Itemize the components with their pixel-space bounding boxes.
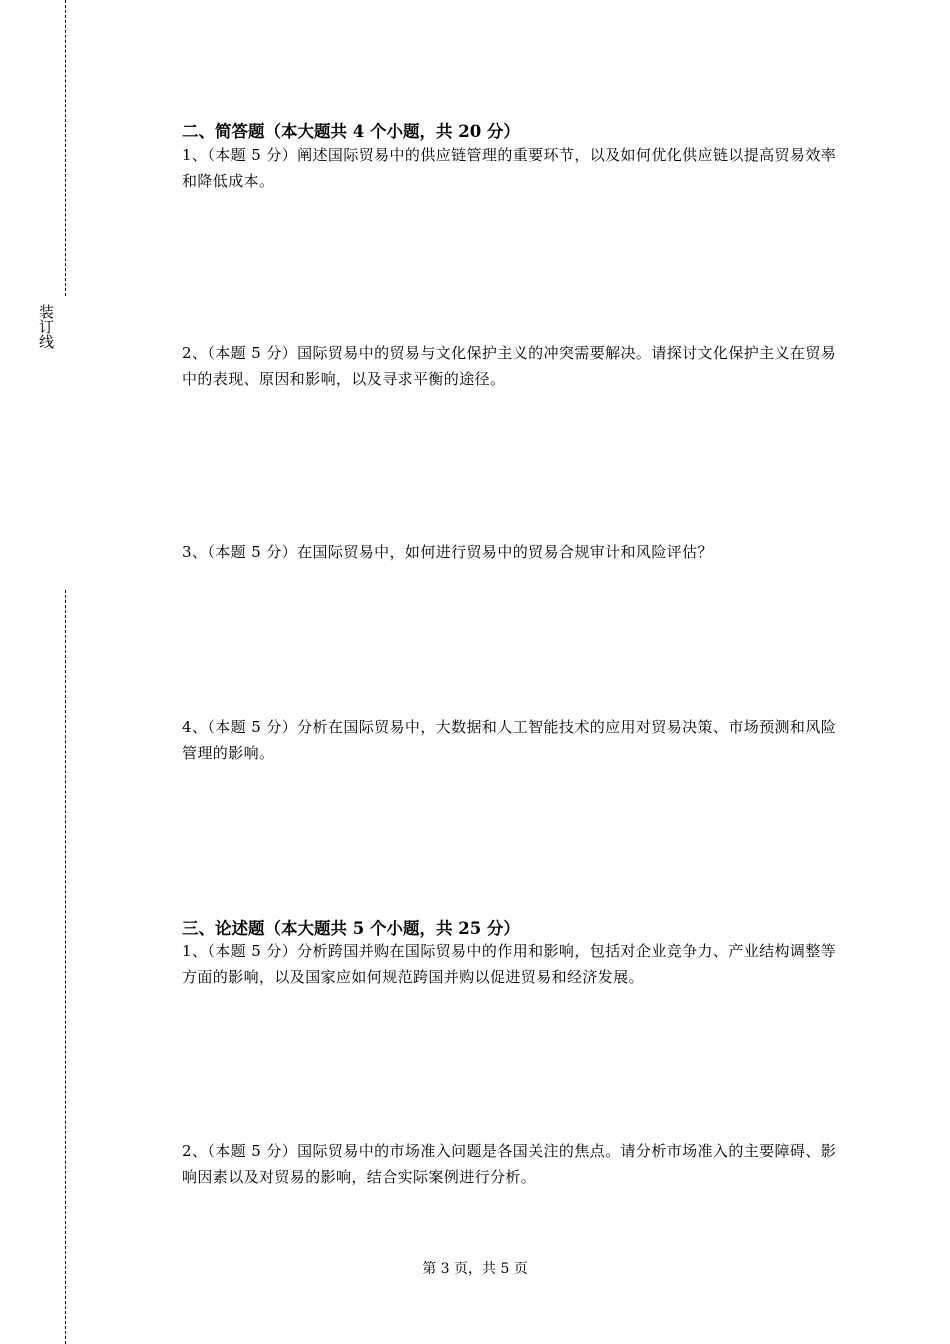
section-2-question-2: 2、（本题 5 分）国际贸易中的贸易与文化保护主义的冲突需要解决。请探讨文化保护主义在贸易中的表现、原因和影响，以及寻求平衡的途径。 <box>182 344 837 388</box>
section-3-question-2: 2、（本题 5 分）国际贸易中的市场准入问题是各国关注的焦点。请分析市场准入的主要障碍、影响因素以及对贸易的影响，结合实际案例进行分析。 <box>182 1142 837 1186</box>
section-2-question-4: 4、（本题 5 分）分析在国际贸易中，大数据和人工智能技术的应用对贸易决策、市场预测和风险管理的影响。 <box>182 718 837 762</box>
binding-line-bottom <box>65 590 66 1344</box>
binding-line-top <box>65 0 66 296</box>
section-2-question-3: 3、（本题 5 分）在国际贸易中，如何进行贸易中的贸易合规审计和风险评估？ <box>182 543 713 561</box>
section-2-title: 二、简答题（本大题共 4 个小题，共 20 分） <box>182 122 520 141</box>
section-2-question-1: 1、（本题 5 分）阐述国际贸易中的供应链管理的重要环节，以及如何优化供应链以提高贸易效率和降低成本。 <box>182 146 837 190</box>
section-3-title: 三、论述题（本大题共 5 个小题，共 25 分） <box>182 919 520 938</box>
section-3-question-1: 1、（本题 5 分）分析跨国并购在国际贸易中的作用和影响，包括对企业竞争力、产业结构调整等方面的影响，以及国家应如何规范跨国并购以促进贸易和经济发展。 <box>182 942 837 986</box>
page-footer: 第 3 页，共 5 页 <box>422 1261 528 1277</box>
binding-line-label: 装订线 <box>37 304 55 349</box>
